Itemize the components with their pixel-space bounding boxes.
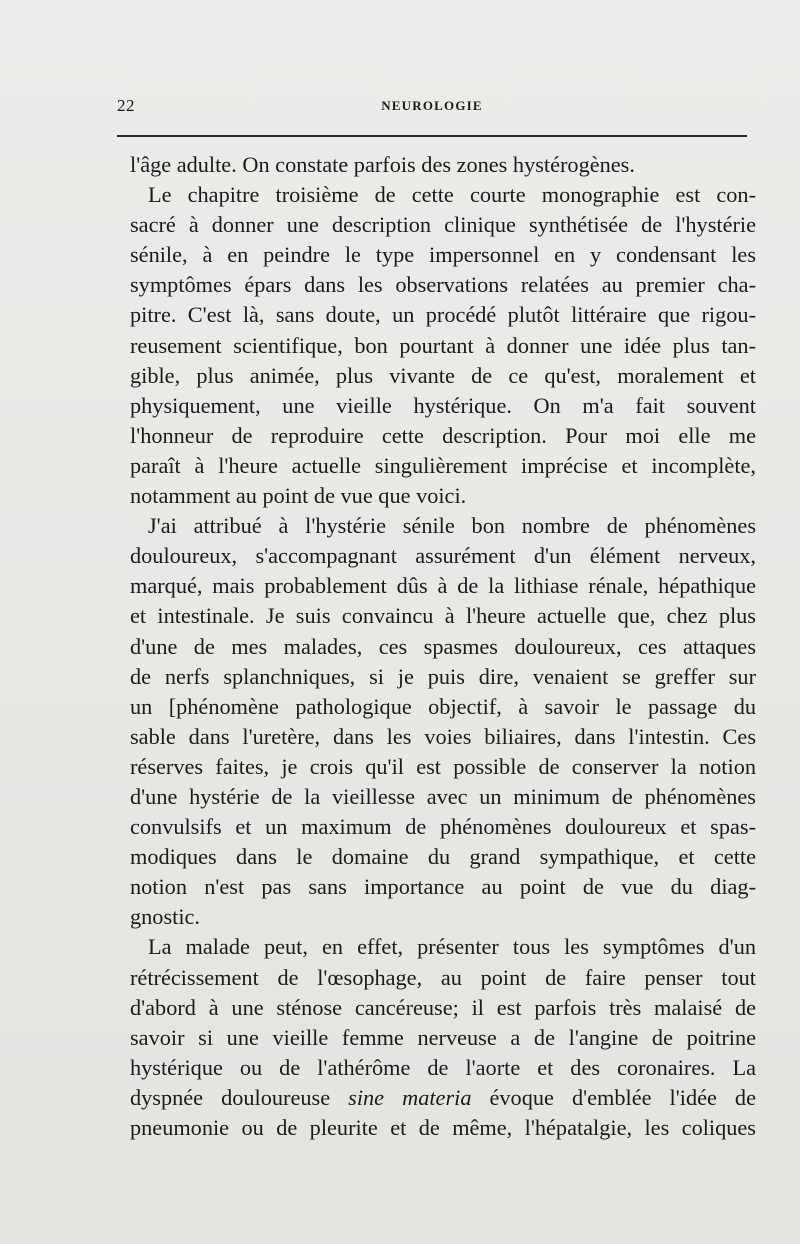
text-line: reusement scientifique, bon pourtant à donner une idée plus tan-: [130, 332, 756, 358]
text-line: hystérique ou de l'athérôme de l'aorte et des coronaires. La: [130, 1054, 756, 1080]
text-line: rétrécissement de l'œsophage, au point de faire penser tout: [130, 964, 756, 990]
text-line: d'abord à une sténose cancéreuse; il est parfois très malaisé de: [130, 994, 756, 1020]
text-fragment: dyspnée douloureuse: [130, 1084, 349, 1110]
text-line: l'âge adulte. On constate parfois des zones hystérogènes.: [130, 152, 635, 177]
text-line: physiquement, une vieille hystérique. On m'a fait souvent: [130, 392, 756, 418]
text-line: et intestinale. Je suis convaincu à l'heure actuelle que, chez plus: [130, 603, 756, 629]
text-line: de nerfs splanchniques, si je puis dire, venaient se greffer sur: [130, 663, 756, 689]
text-line: modiques dans le domaine du grand sympathique, et cette: [130, 844, 756, 870]
text-line: marqué, mais probablement dûs à de la lithiase rénale, hépathique: [130, 573, 756, 599]
running-title: NEUROLOGIE: [381, 98, 483, 113]
text-line: sacré à donner une description clinique synthétisée de l'hystérie: [130, 212, 756, 238]
text-line: d'une de mes malades, ces spasmes douloureux, ces attaques: [130, 633, 756, 659]
text-line: sable dans l'uretère, dans les voies biliaires, dans l'intestin. Ces: [130, 723, 756, 749]
text-line: La malade peut, en effet, présenter tous les symptômes d'un: [148, 934, 756, 960]
text-line: réserves faites, je crois qu'il est possible de conserver la notion: [130, 753, 756, 779]
page-header: [117, 96, 747, 118]
text-line: convulsifs et un maximum de phénomènes douloureux et spas-: [130, 814, 756, 840]
header-rule: [117, 135, 747, 137]
text-line: sénile, à en peindre le type impersonnel en y condensant les: [130, 242, 756, 268]
text-line: gnostic.: [130, 904, 200, 930]
text-line: l'honneur de reproduire cette description. Pour moi elle me: [130, 422, 756, 448]
text-line: notion n'est pas sans importance au point de vue du diag-: [130, 874, 756, 900]
text-line: paraît à l'heure actuelle singulièrement imprécise et incomplète,: [130, 452, 756, 478]
text-line: d'une hystérie de la vieillesse avec un minimum de phénomènes: [130, 783, 756, 809]
text-line: Le chapitre troisième de cette courte monographie est con-: [148, 182, 756, 208]
text-line: pitre. C'est là, sans doute, un procédé plutôt littéraire que rigou-: [130, 302, 756, 328]
text-line: J'ai attribué à l'hystérie sénile bon nombre de phénomènes: [148, 513, 756, 539]
page-number: 22: [117, 96, 135, 115]
italic-phrase: sine materia: [348, 1084, 472, 1110]
text-line: douloureux, s'accompagnant assurément d'un élément nerveux,: [130, 543, 756, 569]
text-line: savoir si une vieille femme nerveuse a de l'angine de poitrine: [130, 1024, 756, 1050]
text-line: gible, plus animée, plus vivante de ce qu'est, moralement et: [130, 362, 756, 388]
text-line: un [phénomène pathologique objectif, à savoir le passage du: [130, 693, 756, 719]
text-line: notamment au point de vue que voici.: [130, 483, 467, 509]
text-line: pneumonie ou de pleurite et de même, l'hépatalgie, les coliques: [130, 1115, 756, 1140]
text-line: symptômes épars dans les observations relatées au premier cha-: [130, 272, 756, 298]
body-text: [130, 150, 756, 1143]
text-fragment: évoque d'emblée l'idée de: [471, 1084, 756, 1110]
text-line-with-italic: [130, 1083, 756, 1113]
